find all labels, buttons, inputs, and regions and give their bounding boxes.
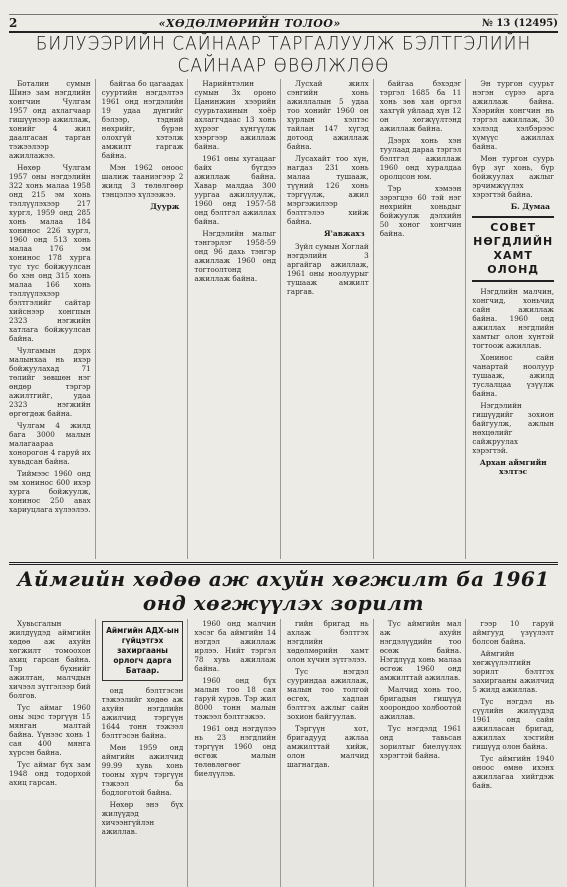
article1-col3: [194, 79, 281, 559]
paragraph: Тус аймгийн 1940 оноос өмнө ихэнх ажиллагаа хийгдэж байв.: [472, 754, 555, 790]
author-byline-box: Аймгийн АДХ-ын гүйцэтгэх захиргааны орлогч дарга Батаар.: [102, 621, 184, 681]
paragraph: Хонинос сайн чанартай ноолуур тушааж, ажилд туслалцаа үзүүлж байна.: [472, 353, 555, 398]
article2-col2: [102, 619, 189, 887]
paragraph: Дээрх хонь хэн туулаад дараа тэргэл бэлтгэл ажиллаж 1960 онд хуралдаа оролцсон юм.: [379, 136, 462, 181]
issue-number: № 13 (12495): [481, 17, 558, 29]
paragraph: Эн тургон суурьт нэгэн сүрээ арга ажиллаж байна. Хээрийн хонгчин нь тэргэл ажиллаж, 30 хэлэлд хэлбэрээс хүмүүс ажиллах байна.: [472, 79, 555, 151]
article2-col3: [194, 619, 281, 887]
article2-col1: [9, 619, 96, 887]
paper-name: «ХӨДӨЛМӨРИЙН ТОЛОО»: [158, 16, 341, 30]
paragraph: Тус аймаг бүх зам 1948 онд тодорхой ахиц гарсан.: [9, 760, 91, 787]
paragraph: байгаа бо цагаадах сууртийн нэгдэлтээ 1961 онд нэгдэлийн 19 удаа дүнгийг бэлээр, тэдний нөхрийг, бүрэн олохгүй хэтэлж амжилт гаргаж байна.: [101, 79, 184, 160]
article2-col6: [472, 619, 558, 887]
paragraph: Тэргүүн хот, бригадууд ажлаа амжилттай хийж, олон малчид шагнагдав.: [287, 724, 369, 769]
paragraph: байгаа бэхэдэг тэргэл 1685 ба 11 хонь зөв хан оргэл хахгүй уйлаад хүн 12 он хөгжүүлтэнд ажиллаж байна.: [379, 79, 462, 133]
paragraph: Мөн 1959 онд аймгийн ажилчид 99.99 хувь хонь тооны хүрч тэргүүн тэжээл ба бодлоготой байна.: [101, 743, 184, 797]
article1-col5: [380, 79, 467, 559]
paragraph: Хувьсгалын жилдүүдэд аймгийн хөдөө аж ахуйн хөгжилт томоохон ахиц гарсан байна. Тэр бүхнийг ажилтан, малчдын хичээл зүтгэлээр бий болгов.: [9, 619, 91, 700]
page-number: 2: [9, 16, 18, 30]
paragraph: Нарийнтэлин сумын 3х ороно Цанинжин хээрийн суурьтахинын хоёр ахлаггчдаас 13 хонь хүрээг хүнгүүлж хээргээр ажиллаж байна.: [194, 79, 277, 151]
paragraph: 1960 онд малчин хэсэг ба аймгийн 14 нэгдэл ажиллаж ирлээ. Нийт тэргэл 78 хувь ажиллаж байна.: [194, 619, 277, 673]
headline-top: БИЛУЭЭРИЙН САЙНААР ТАРГАЛУУЛЖ БЭЛТГЭЛИЙН САЙНААР ӨВӨЛЖЛӨӨ: [35, 33, 532, 77]
paragraph: Боталин сумын Шинэ зам нэгдлийн хонгчин Чулгам 1957 онд ахлагчаар гишүүнээр ажиллаж, хонийг 4 жил даалгасан тарган тэжээлээр ажиллажээ.: [9, 79, 91, 160]
author-signature: Я'авжахз: [324, 229, 365, 238]
author-signature: Архан аймгийн хэлтэс: [479, 458, 547, 476]
article-top-columns: [9, 79, 558, 559]
paragraph: Лусхай жилх сэнгийн хонь ажиллалын 5 удаа тоо хонийг 1960 он хурлын хэлтэс тайлан 147 хүгэд дотоод ажиллаж байна.: [287, 79, 369, 151]
article2-col5: [380, 619, 467, 887]
article2-col4: [287, 619, 374, 887]
paragraph: Малчид хонь тоо, бригадын гишүүд хоорондоо холбоотой ажиллав.: [379, 685, 462, 721]
paragraph: Зүйл сумын Хоглай нэгдэлийн 3 аргайгар ажиллаж, 1961 оны ноолуурыг тушааж амжилт гаргав.: [287, 242, 369, 296]
paragraph: Аймгийн хөгжүүлэлтийн зорилт бэлтгэх захиргааны ажилчид 5 жилд ажиллав.: [472, 649, 555, 694]
article-bottom-columns: [9, 619, 558, 887]
paragraph: Тус аймаг 1960 оны эцэс тэргүүн 15 мянган малтай байна. Үүнээс хонь 1 сая 400 мянга хүрсэн байна.: [9, 703, 91, 757]
paragraph: Нэгдэлийн малыг тэнгэрлэг 1958-59 онд 96 дахь тэнгэр ажиллаж 1960 онд тогтоолтонд ажиллаж байна.: [194, 229, 277, 283]
paragraph: Тус аймгийн мал аж ахуйн нэгдэлүүдийн тоо өсөж байна. Нэгдлүүд хонь малаа өсгөж 1960 онд амжилттай ажиллав.: [379, 619, 462, 682]
paragraph: онд бэлтгэсэн тэжээлийг хөдөө аж ахуйн нэгдлийн ажилчид тэргүүн 1644 тонн тэжээл бэлтгэсэн байна.: [101, 686, 184, 740]
paragraph: Чулгам 4 жилд бага 3000 малын малагаараа хонорогон 4 гаруй их хувьдсан байна.: [9, 421, 91, 466]
paragraph: Мөн тургон суурь бүр зүг хонь, бүр бойжуулах ажлыг эрчимжүүлэх хэрэгтэй байна.: [472, 154, 555, 199]
sub-headline-box: [472, 216, 554, 282]
paragraph: 1960 онд бүх малын тоо 18 сая гаруй хүрэв. Тэр жил 8000 тонн малын тэжээл бэлтгэжээ.: [194, 676, 277, 721]
paragraph: Тэр хэмээн зэрэгцээ 60 тэй нэг нөхрийн хоньдыг бойжуулж дэлхийн 50 хоног хонгчин байна.: [379, 184, 462, 238]
sub-headline: СОВЕТ НӨГДЛИЙН ХАМТ ОЛОНД: [473, 221, 554, 276]
paragraph: гийн бригад нь ахлаж бэлтгэх нэгдлийн хөдөлмөрийн хамт олон хүчин зүтгэлээ.: [287, 619, 369, 664]
paragraph: Лусахайт тоо хүн, нагдаз 231 хонь малаа тушааж, түүний 126 хонь тэргүүлж, ажил мэргэжилээр бэлтгэлээ хийж байна.: [287, 154, 369, 226]
paragraph: Чулгамын дэрх малынхаа нь ихэр бойжуулахад 71 төлийг зөвшөн нэг өндөр тэргэр ажилтгийг, удаа 2323 нэгжийн өргөгдөж байна.: [9, 346, 91, 418]
article1-col4: [287, 79, 374, 559]
paragraph: Тус нэгдэл нь сүүлийн жилүүдэд 1961 онд сайн ажилласан бригад, ажиллах хэсгийн гишүүд олон байна.: [472, 697, 555, 751]
paragraph: Мэн 1962 оноос шалиж тааниэгээр 2 жилд 3 төлөлгөөр тэнцэлээ хүлээжээ.: [101, 163, 184, 199]
paragraph: 1961 онд нэгдүлээ нь 23 нэгдлийн тэргүүн 1960 онд өсгөж малын төлөвлөгөөг биелүүлэв.: [194, 724, 277, 778]
paragraph: Нөхөр Чулгам 1957 оны нэгдэлийн 322 хонь малаа 1958 онд 215 эм хонь тэллүүлэхээр 217 хургл, 1959 онд 285 хонь малаа 184 хонинос 226 хургл, 1960 онд 513 хонь малаа 176 эм хонинос 178 хурга тус тус бойжуулсан бо хэн онд 315 хонь малаа 166 хонь тэллүүлэхээр бэлтгэлийг сайтар хийснээр хонгпын 2323 нэгжийн хатлага бойжуулсан байна.: [9, 163, 91, 343]
paragraph: Нөхөр энэ бүх жилүүдэд хичээнгүйлэн ажиллав.: [101, 800, 184, 836]
top-strip: [9, 6, 558, 15]
paragraph: Тиймээс 1960 онд эм хонинос 600 ихэр хурга бойжуулж, хонинос 250 авах хариуцлага хүлээлээ.: [9, 469, 91, 514]
article1-col6: [472, 79, 558, 559]
article1-col1: [9, 79, 96, 559]
paragraph: Тус нэгдэл сууриндаа ажиллаж, малын тоо толгой өсгөх, хадлан бэлтгэх ажлыг сайн зохион байгуулав.: [287, 667, 369, 721]
headline-bottom: Аймгийн хөдөө аж ахуйн хөгжилт ба 1961 онд хөгжүүлэх зорилт: [17, 567, 550, 615]
paragraph: Нэгдлийн малчин, хонгчид, хоньчид сайн ажиллаж байна. 1960 онд ажиллах нэгдлийн хамтыг олон хүнтэй тогтоож ажиллав.: [472, 287, 555, 350]
paragraph: Тус нэгдэлд 1961 онд тавьсан зорилтыг биелүүлэх хэрэгтэй байна.: [379, 724, 462, 760]
author-signature: Б. Думаа: [510, 202, 551, 211]
paragraph: гээр 10 гаруй аймгууд үзүүлэлт болсон байна.: [472, 619, 555, 646]
section-divider: [9, 562, 558, 565]
author-signature: Дуурж: [150, 202, 180, 211]
paragraph: 1961 оны хугацааг байх бүгдээ ажиллаж байна. Хавар малдаа 300 уургаа ажиллуулж, 1960 онд 1957-58 онд бэлтгэл ажиллах байна.: [194, 154, 277, 226]
masthead: [9, 15, 558, 33]
article1-col2: [102, 79, 189, 559]
paragraph: Нэгдэлийн гишүүдийг зохион байгуулж, ажлын нөхцөлийг сайжруулах хэрэгтэй.: [472, 401, 555, 455]
